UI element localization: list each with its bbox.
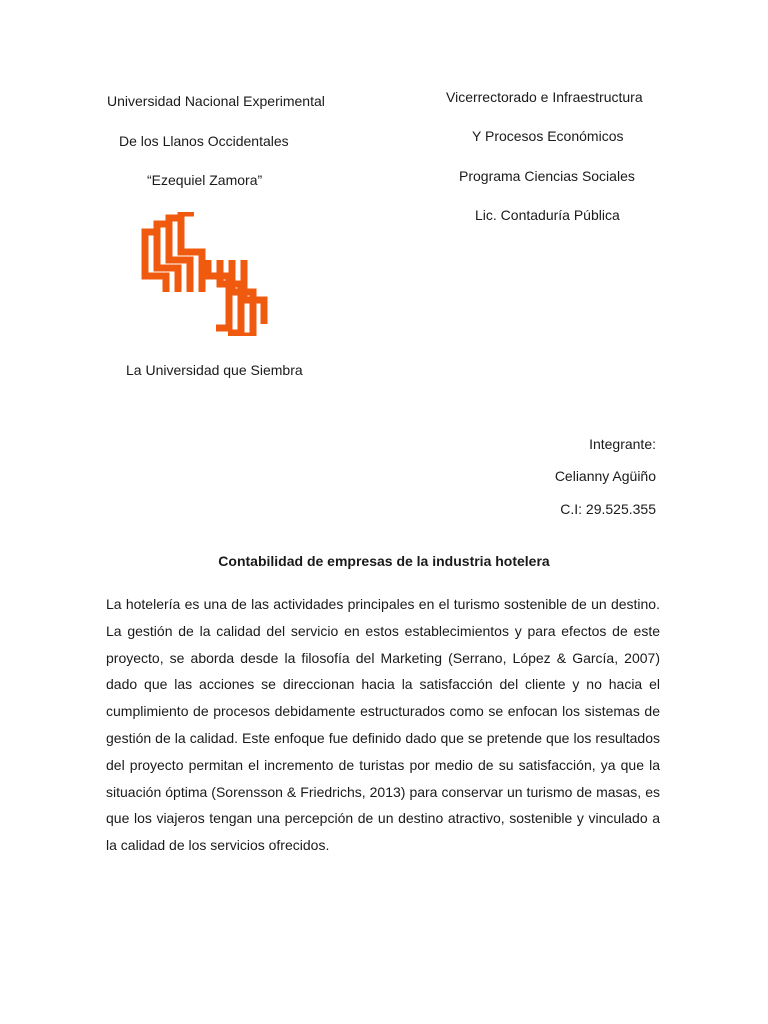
department-line-3: Programa Ciencias Sociales xyxy=(459,168,635,184)
author-id: C.I: 29.525.355 xyxy=(560,501,656,517)
university-logo xyxy=(136,212,268,336)
university-motto: La Universidad que Siembra xyxy=(126,362,303,378)
university-name-line-3: “Ezequiel Zamora” xyxy=(147,172,263,188)
university-stripes-logo-icon xyxy=(136,212,268,336)
author-label: Integrante: xyxy=(589,436,656,452)
university-name-line-1: Universidad Nacional Experimental xyxy=(107,93,325,109)
department-line-1: Vicerrectorado e Infraestructura xyxy=(446,89,643,105)
department-line-2: Y Procesos Económicos xyxy=(472,128,624,144)
university-name-line-2: De los Llanos Occidentales xyxy=(119,133,289,149)
document-title: Contabilidad de empresas de la industria hotelera xyxy=(218,553,550,569)
department-line-4: Lic. Contaduría Pública xyxy=(475,207,620,223)
author-name: Celianny Agüiño xyxy=(554,468,656,484)
body-paragraph: La hotelería es una de las actividades principales en el turismo sostenible de un destino. La gestión de la calidad del servicio en estos establecimientos y para efectos de este proyecto, se aborda desde la filosofía del Marketing (Serrano, López & García, 2007) dado que las acciones se direccionan hacia la satisfacción del cliente y no hacia el cumplimiento de procesos debidamente estructurados como se enfocan los sistemas de gestión de la calidad. Este enfoque fue definido dado que se pretende que los resultados del proyecto permitan el incremento de turistas por medio de su satisfacción, ya que la situación óptima (Sorensson & Friedrichs, 2013) para conservar un turismo de masas, es que los viajeros tengan una percepción de un destino atractivo, sostenible y vinculado a la calidad de los servicios ofrecidos. xyxy=(106,596,660,854)
